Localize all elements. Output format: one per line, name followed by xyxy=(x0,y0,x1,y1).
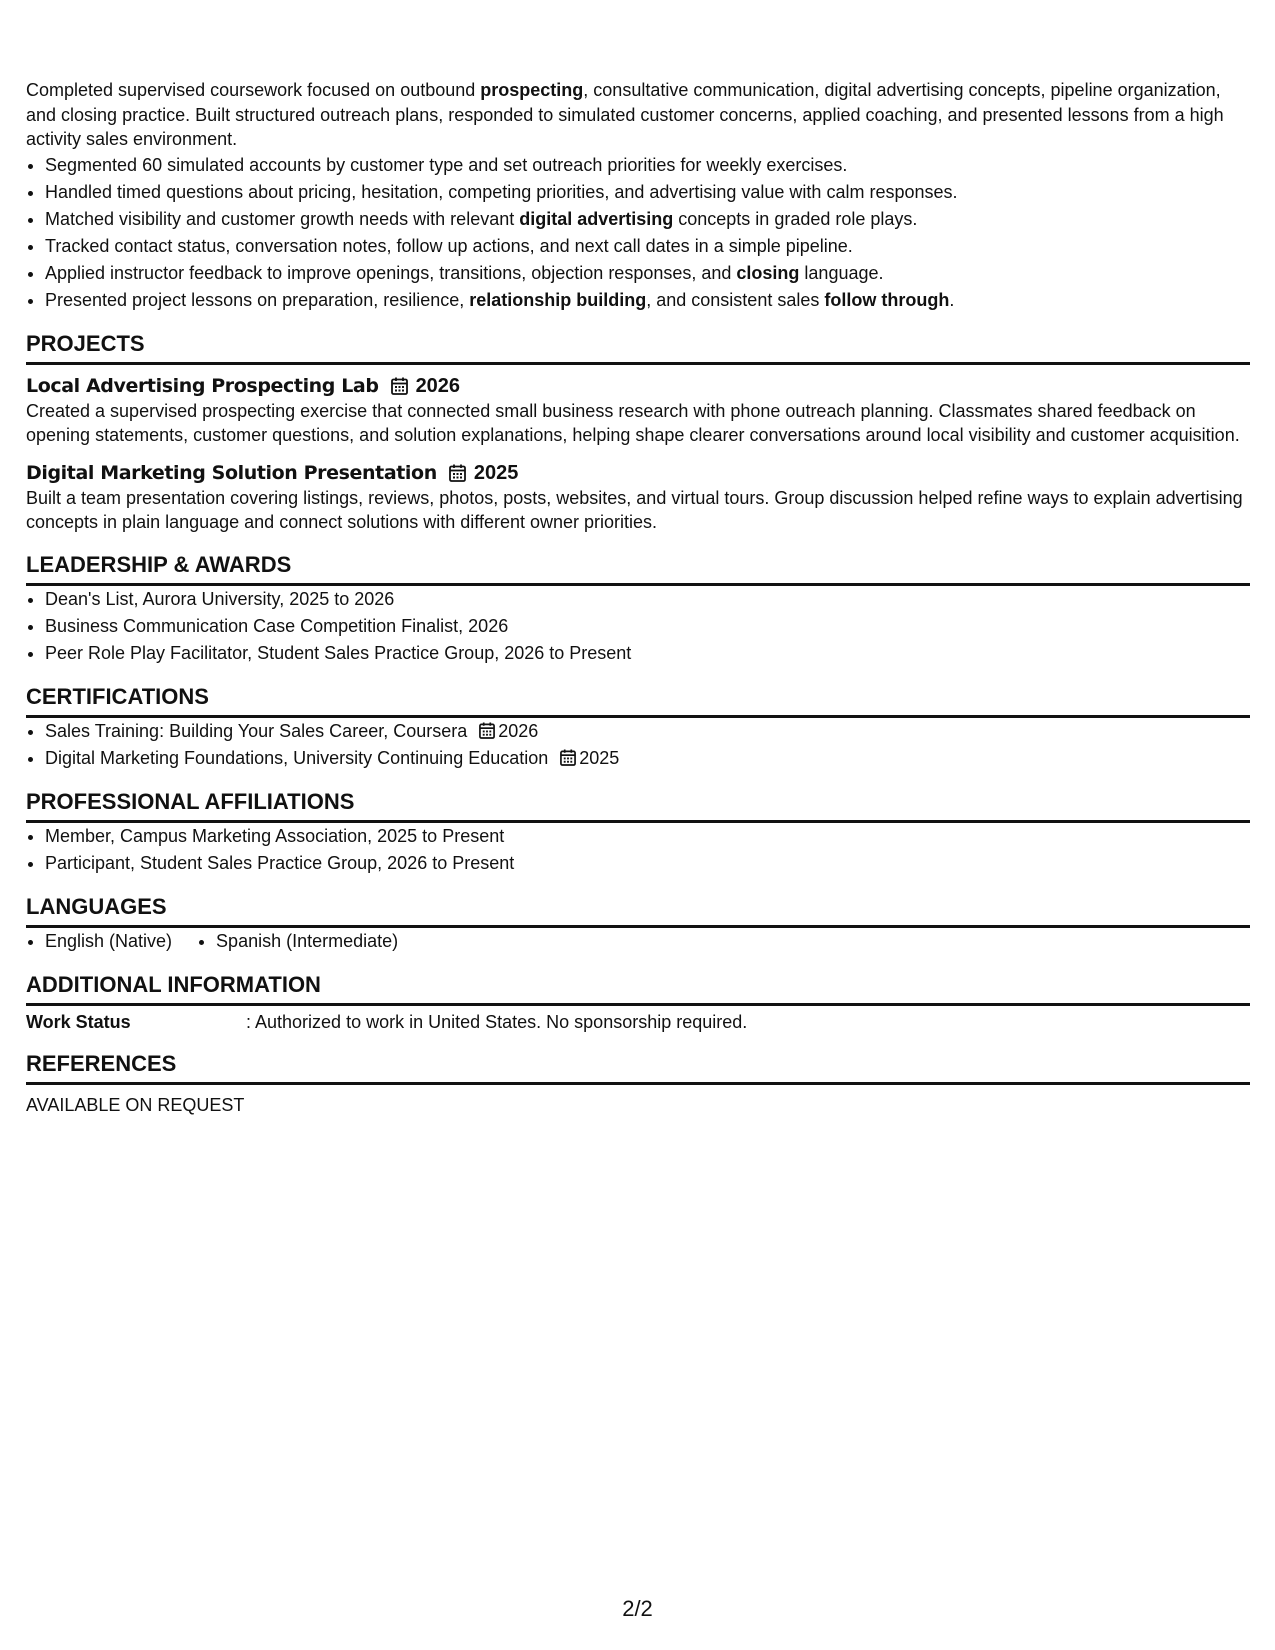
certification-year: 2025 xyxy=(579,747,620,768)
bold-text: prospecting xyxy=(480,80,584,100)
list-item: • Presented project lessons on preparation, resilience, relationship building, and consistent sales follow through. xyxy=(45,287,1250,314)
bold-text: relationship building xyxy=(469,289,647,310)
work-status-value: : Authorized to work in United States. No sponsorship required. xyxy=(246,1011,748,1032)
calendar-icon xyxy=(479,722,495,739)
references-section xyxy=(26,1050,1250,1118)
list-item: • Business Communication Case Competition Finalist, 2026 xyxy=(45,613,1250,640)
project-name: Local Advertising Prospecting Lab xyxy=(26,374,379,397)
certification-name: Digital Marketing Foundations, University Continuing Education xyxy=(45,747,549,768)
project-name: Digital Marketing Solution Presentation xyxy=(26,461,437,484)
certification-name: Sales Training: Building Your Sales Career, Coursera xyxy=(45,720,468,741)
list-item xyxy=(45,718,1250,745)
list-item: • Segmented 60 simulated accounts by customer type and set outreach priorities for weekly exercises. xyxy=(45,152,1250,179)
list-item: • Peer Role Play Facilitator, Student Sales Practice Group, 2026 to Present xyxy=(45,640,1250,667)
additional-info-section xyxy=(26,971,1250,1034)
project-year: 2025 xyxy=(473,461,519,484)
section-title: LEADERSHIP & AWARDS xyxy=(26,551,1250,586)
bold-text: digital advertising xyxy=(519,208,674,229)
bold-text: follow through xyxy=(824,289,950,310)
list-item: • Tracked contact status, conversation notes, follow up actions, and next call dates in a simple pipeline. xyxy=(45,233,1250,260)
languages-list xyxy=(26,928,1250,955)
certifications-list xyxy=(26,718,1250,772)
section-title: PROFESSIONAL AFFILIATIONS xyxy=(26,788,1250,823)
languages-section xyxy=(26,893,1250,955)
list-item: • Handled timed questions about pricing, hesitation, competing priorities, and advertising value with calm responses. xyxy=(45,179,1250,206)
leadership-section xyxy=(26,551,1250,667)
language-item: • Spanish (Intermediate) xyxy=(216,928,398,955)
affiliations-section xyxy=(26,788,1250,877)
summary-paragraph: Completed supervised coursework focused on outbound prospecting, consultative communication, digital advertising concepts, pipeline organization, and closing practice. Built structured outreach plans, responded to simulated customer concerns, applied coaching, and presented lessons from a high activity sales environment. xyxy=(26,80,1224,149)
section-title: REFERENCES xyxy=(26,1050,1250,1085)
list-item: • Participant, Student Sales Practice Group, 2026 to Present xyxy=(45,850,1250,877)
leadership-list xyxy=(26,586,1250,667)
project-description: Built a team presentation covering listings, reviews, photos, posts, websites, and virtual tours. Group discussion helped refine ways to explain advertising concepts in plain language and connect solutions with different owner priorities. xyxy=(26,487,1243,532)
project-year: 2026 xyxy=(415,374,461,397)
project-description: Created a supervised prospecting exercise that connected small business research with phone outreach planning. Classmates shared feedback on opening statements, customer questions, and solution explanations, helping shape clearer conversations around local visibility and customer acquisition. xyxy=(26,400,1240,445)
section-title: LANGUAGES xyxy=(26,893,1250,928)
list-item: • Dean's List, Aurora University, 2025 to 2026 xyxy=(45,586,1250,613)
affiliations-list xyxy=(26,823,1250,877)
calendar-icon xyxy=(391,377,408,395)
calendar-icon xyxy=(560,749,576,766)
calendar-icon xyxy=(449,464,466,482)
references-text: AVAILABLE ON REQUEST xyxy=(26,1094,245,1115)
project-title-row xyxy=(26,373,1250,399)
list-item: • Member, Campus Marketing Association, 2025 to Present xyxy=(45,823,1250,850)
section-title: CERTIFICATIONS xyxy=(26,683,1250,718)
bold-text: closing xyxy=(736,262,800,283)
work-status-row xyxy=(26,1010,1250,1034)
section-title: PROJECTS xyxy=(26,330,1250,365)
work-status-label: Work Status xyxy=(26,1011,131,1032)
list-item: • Matched visibility and customer growth needs with relevant digital advertising concepts in graded role plays. xyxy=(45,206,1250,233)
section-title: ADDITIONAL INFORMATION xyxy=(26,971,1250,1006)
certification-year: 2026 xyxy=(498,720,539,741)
projects-section xyxy=(26,330,1250,535)
certifications-section xyxy=(26,683,1250,772)
page-number: 2/2 xyxy=(622,1596,653,1621)
language-item: • English (Native) xyxy=(45,928,172,955)
list-item: • Applied instructor feedback to improve openings, transitions, objection responses, and closing language. xyxy=(45,260,1250,287)
summary-bullets xyxy=(26,152,1250,314)
project-title-row xyxy=(26,460,1250,486)
resume-page xyxy=(26,78,1250,1117)
list-item xyxy=(45,745,1250,772)
